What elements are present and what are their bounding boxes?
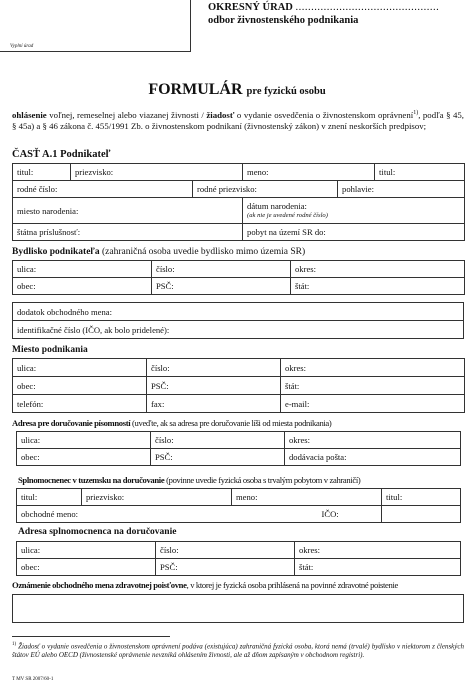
- splnomocnenec-obchodne-meno[interactable]: [17, 506, 382, 523]
- label-obec: obec:: [17, 281, 36, 291]
- bydlisko-heading: [12, 247, 305, 257]
- field-miesto-narodenia[interactable]: [13, 198, 243, 224]
- field-titul-2[interactable]: [375, 164, 465, 181]
- label-okres: okres:: [289, 435, 311, 445]
- office-name: OKRESNÝ ÚRAD: [208, 2, 293, 13]
- splnomocnenec-table: [16, 488, 461, 523]
- bydlisko-heading-text: Bydlisko podnikateľa: [12, 247, 100, 257]
- bydlisko-okres[interactable]: [291, 261, 465, 278]
- field-dodatok-obchodneho-mena[interactable]: [13, 303, 464, 321]
- label-fax: fax:: [151, 398, 165, 409]
- footnote-text: Žiadosť o vydanie osvedčenia o živnostenskom oprávnení podáva (existujúca) zahraničná fyzická osoba, ktorá nemá (trvalé) bydlisko v niektorom z členských štátov EÚ alebo OECD (živnostenské oprávnenie nevzniká ohlásením živnosti, ale až dňom zapísaným v obchodnom registri).: [12, 642, 464, 660]
- label-telefon: telefón:: [17, 398, 44, 409]
- label-priezvisko: priezvisko:: [86, 492, 125, 502]
- label-ulica: ulica:: [17, 264, 37, 274]
- label-psc: PSČ:: [151, 380, 169, 391]
- miesto-podnikania-table: [12, 358, 465, 413]
- splnomocnenec-meno[interactable]: [232, 489, 382, 506]
- splnomocnenec-stat[interactable]: [295, 559, 461, 576]
- part-a1-table: [12, 163, 465, 241]
- podnikanie-stat[interactable]: [281, 377, 465, 395]
- intro-text-3: , podľa § 45, § 45a) a § 46 zákona č. 455/1991 Zb. o živnostenskom podnikaní (živnostenský zákon) v znení neskorších predpisov;: [12, 109, 464, 131]
- field-meno[interactable]: [243, 164, 375, 181]
- dorucovanie-table: [16, 431, 461, 466]
- podnikanie-okres[interactable]: [281, 359, 465, 377]
- bydlisko-heading-note: (zahraničná osoba uvedie bydlisko mimo územia SR): [99, 247, 306, 257]
- label-dodavacia-posta: dodávacia pošta:: [289, 452, 347, 462]
- splnomocnenec-obec[interactable]: [17, 559, 156, 576]
- label-email: e-mail:: [285, 398, 310, 409]
- label-titul: titul:: [17, 167, 34, 177]
- form-title-sub: pre fyzickú osobu: [246, 86, 326, 97]
- splnomocnenec-priezvisko[interactable]: [82, 489, 232, 506]
- label-okres: okres:: [299, 545, 321, 555]
- label-cislo: číslo:: [160, 545, 179, 555]
- dorucovanie-heading-text: Adresa pre doručovanie písomností: [12, 418, 131, 428]
- label-statna-prislusnost: štátna príslušnosť:: [17, 227, 81, 237]
- dorucovanie-heading-note: (uveďte, ak sa adresa pre doručovanie líši od miesta podnikania): [130, 418, 332, 428]
- label-titul: titul:: [21, 492, 38, 502]
- label-miesto-narodenia: miesto narodenia:: [17, 205, 79, 216]
- label-pohlavie: pohlavie:: [342, 184, 375, 194]
- label-titul-2: titul:: [379, 167, 396, 177]
- intro-text-1: voľnej, remeselnej alebo viazanej živnosti /: [46, 109, 207, 120]
- footnote-divider: [12, 636, 170, 637]
- intro-footnote-ref: 1): [413, 110, 419, 116]
- label-ulica: ulica:: [17, 362, 37, 373]
- splnomocnenec-okres[interactable]: [295, 542, 461, 559]
- label-rodne-priezvisko: rodné priezvisko:: [197, 184, 257, 194]
- bydlisko-obec[interactable]: [13, 278, 152, 295]
- label-pobyt: pobyt na území SR do:: [247, 227, 326, 237]
- field-zdravotna-poistovna[interactable]: [13, 595, 464, 623]
- office-address: [208, 1, 439, 27]
- bydlisko-table: [12, 260, 465, 295]
- bydlisko-stat[interactable]: [291, 278, 465, 295]
- label-cislo: číslo:: [151, 362, 170, 373]
- adresa-splnomocnenca-table: [16, 541, 461, 576]
- form-code: T MV SR 2007/60-1: [12, 677, 54, 682]
- footnote: [12, 640, 464, 660]
- office-department: odbor živnostenského podnikania: [208, 15, 359, 26]
- poistovna-heading-note: , v ktorej je fyzická osoba prihlásená na povinné zdravotné poistenie: [186, 580, 398, 590]
- field-statna-prislusnost[interactable]: [13, 224, 243, 241]
- intro-text-2: o vydanie osvedčenia o živnostenskom oprávnení: [234, 109, 414, 120]
- bydlisko-ulica[interactable]: [13, 261, 152, 278]
- footnote-number: 1): [12, 642, 17, 647]
- podnikanie-cislo[interactable]: [147, 359, 281, 377]
- poistovna-table: [12, 594, 464, 623]
- poistovna-heading-text: Oznámenie obchodného mena zdravotnej poisťovne: [12, 580, 187, 590]
- field-rodne-priezvisko[interactable]: [193, 181, 338, 198]
- poistovna-heading: [12, 580, 398, 590]
- field-rodne-cislo[interactable]: [13, 181, 193, 198]
- field-datum-narodenia[interactable]: [243, 198, 465, 224]
- adresa-splnomocnenca-heading: Adresa splnomocnenca na doručovanie: [18, 527, 177, 537]
- label-stat: štát:: [295, 281, 310, 291]
- splnomocnenec-psc[interactable]: [156, 559, 295, 576]
- splnomocnenec-heading: [18, 475, 360, 485]
- podnikanie-psc[interactable]: [147, 377, 281, 395]
- label-psc: PSČ:: [155, 452, 173, 462]
- podnikanie-email[interactable]: [281, 395, 465, 413]
- label-meno: meno:: [247, 167, 269, 177]
- label-psc: PSČ:: [160, 562, 178, 572]
- bydlisko-cislo[interactable]: [152, 261, 291, 278]
- splnomocnenec-ico-value[interactable]: [382, 506, 461, 523]
- field-pobyt[interactable]: [243, 224, 465, 241]
- dorucovanie-heading: [12, 418, 331, 428]
- label-stat: štát:: [285, 380, 300, 391]
- label-cislo: číslo:: [156, 264, 175, 274]
- label-obec: obec:: [21, 562, 40, 572]
- dorucovanie-obec[interactable]: [17, 449, 151, 466]
- label-obchodne-meno: obchodné meno:: [21, 509, 79, 519]
- label-ulica: ulica:: [21, 435, 41, 445]
- podnikanie-fax[interactable]: [147, 395, 281, 413]
- label-titul-2: titul:: [386, 492, 403, 502]
- field-priezvisko[interactable]: [71, 164, 243, 181]
- label-obec: obec:: [21, 452, 40, 462]
- form-title: [0, 81, 474, 99]
- field-pohlavie[interactable]: [338, 181, 465, 198]
- field-titul[interactable]: [13, 164, 71, 181]
- label-dodatok: dodatok obchodného mena:: [17, 306, 112, 317]
- label-stat: štát:: [299, 562, 314, 572]
- label-obec: obec:: [17, 380, 36, 391]
- form-title-main: FORMULÁR: [148, 81, 243, 98]
- obchodne-meno-table: [12, 302, 464, 339]
- label-meno: meno:: [236, 492, 258, 502]
- label-cislo: číslo:: [155, 435, 174, 445]
- label-datum-note: (ak nie je uvedené rodné číslo): [247, 211, 328, 219]
- splnomocnenec-heading-note: (povinne uvedie fyzická osoba s trvalým pobytom v zahraničí): [164, 475, 361, 485]
- label-datum-narodenia: dátum narodenia:: [247, 200, 307, 211]
- office-dots: ..............................................: [295, 2, 440, 13]
- intro-bold-ziadost: žiadosť: [206, 109, 235, 120]
- part-a1-heading: ČASŤ A.1 Podnikateľ: [12, 149, 111, 160]
- field-ico[interactable]: [13, 321, 464, 339]
- podnikanie-telefon[interactable]: [13, 395, 147, 413]
- label-okres: okres:: [295, 264, 317, 274]
- label-ico: IČO:: [321, 509, 339, 519]
- miesto-podnikania-heading: Miesto podnikania: [12, 345, 88, 355]
- intro-bold-ohlasenie: ohlásenie: [12, 109, 47, 120]
- label-priezvisko: priezvisko:: [75, 167, 114, 177]
- intro-paragraph: [12, 108, 464, 132]
- label-psc: PSČ:: [156, 281, 174, 291]
- splnomocnenec-heading-text: Splnomocnenec v tuzemsku na doručovanie: [18, 475, 165, 485]
- dorucovanie-psc[interactable]: [151, 449, 285, 466]
- stamp-label: Vyplní úrad: [10, 44, 34, 49]
- splnomocnenec-titul-2[interactable]: [382, 489, 461, 506]
- splnomocnenec-cislo[interactable]: [156, 542, 295, 559]
- label-ulica: ulica:: [21, 545, 41, 555]
- dorucovanie-ulica[interactable]: [17, 432, 151, 449]
- dorucovanie-okres[interactable]: [285, 432, 461, 449]
- splnomocnenec-titul[interactable]: [17, 489, 82, 506]
- label-rodne-cislo: rodné číslo:: [17, 184, 58, 194]
- dorucovanie-dodavacia-posta[interactable]: [285, 449, 461, 466]
- splnomocnenec-ulica[interactable]: [17, 542, 156, 559]
- podnikanie-obec[interactable]: [13, 377, 147, 395]
- label-ico: identifikačné číslo (IČO, ak bolo pridelené):: [17, 324, 170, 335]
- label-okres: okres:: [285, 362, 307, 373]
- bydlisko-psc[interactable]: [152, 278, 291, 295]
- dorucovanie-cislo[interactable]: [151, 432, 285, 449]
- podnikanie-ulica[interactable]: [13, 359, 147, 377]
